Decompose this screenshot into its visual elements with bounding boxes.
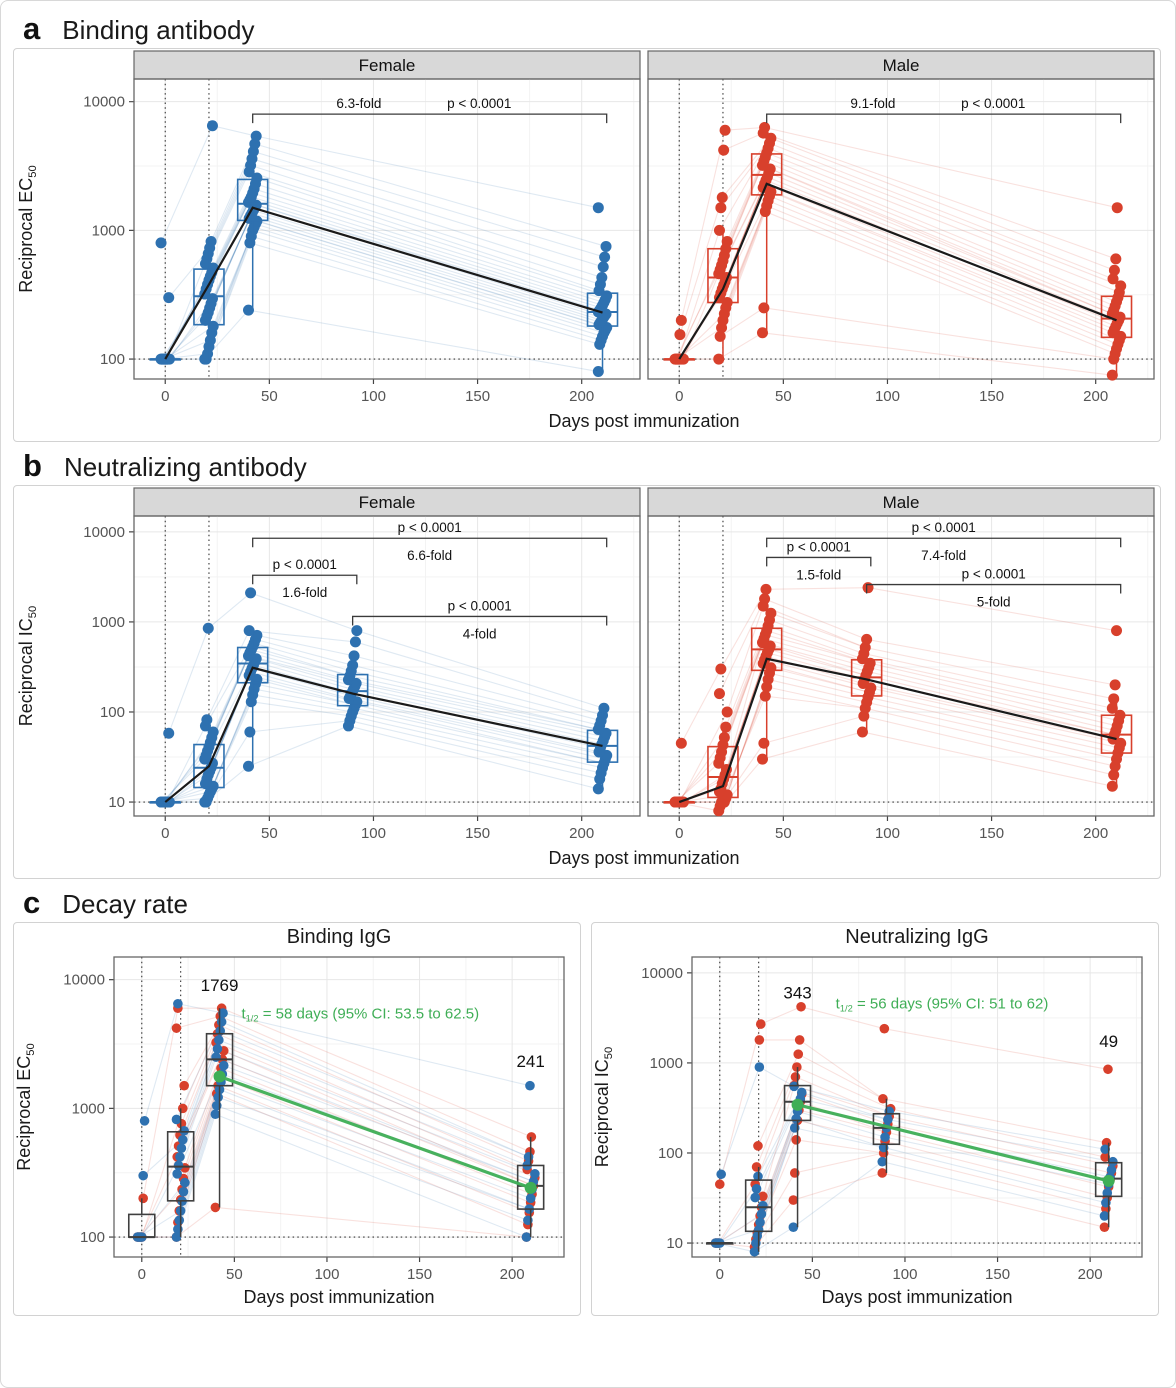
svg-text:Female: Female bbox=[358, 493, 416, 512]
panel-c-right-chart bbox=[591, 922, 1159, 1316]
panel-b-row bbox=[13, 485, 1163, 879]
facet-male bbox=[648, 488, 1154, 842]
svg-text:100: 100 bbox=[892, 1266, 918, 1283]
facet-female bbox=[83, 488, 640, 842]
svg-text:Male: Male bbox=[882, 493, 920, 512]
panel-c-header bbox=[23, 887, 1175, 918]
svg-text:1769: 1769 bbox=[200, 975, 239, 995]
svg-text:50: 50 bbox=[804, 1266, 821, 1283]
svg-text:100: 100 bbox=[99, 703, 125, 721]
panel-a-letter: a bbox=[23, 11, 41, 46]
svg-text:100: 100 bbox=[657, 1144, 683, 1162]
svg-text:10000: 10000 bbox=[83, 523, 125, 541]
svg-text:10000: 10000 bbox=[641, 964, 683, 982]
svg-text:50: 50 bbox=[261, 825, 278, 842]
svg-text:10: 10 bbox=[666, 1235, 683, 1253]
svg-text:100: 100 bbox=[874, 388, 900, 405]
panel-c-left-chart bbox=[13, 922, 581, 1316]
panel-c-right-svg bbox=[592, 923, 1158, 1315]
svg-text:150: 150 bbox=[985, 1266, 1011, 1283]
svg-text:50: 50 bbox=[226, 1266, 243, 1283]
panel-c-title: Decay rate bbox=[62, 889, 188, 919]
svg-text:7.4-fold: 7.4-fold bbox=[921, 548, 967, 564]
svg-text:p < 0.0001: p < 0.0001 bbox=[447, 96, 512, 112]
panel-a-title: Binding antibody bbox=[62, 15, 255, 45]
svg-text:4-fold: 4-fold bbox=[462, 626, 497, 642]
panel-a-chart bbox=[13, 48, 1161, 442]
svg-text:t1/2 = 56 days (95% CI: 51 to: $t_{1/2} = 56$ days (95% CI: 51 to 62) bbox=[835, 995, 1049, 1014]
svg-text:0: 0 bbox=[675, 825, 684, 842]
svg-text:10000: 10000 bbox=[83, 93, 125, 111]
svg-text:Male: Male bbox=[882, 56, 920, 75]
panel-a-row bbox=[13, 48, 1163, 442]
svg-text:49: 49 bbox=[1099, 1032, 1119, 1052]
svg-text:150: 150 bbox=[979, 388, 1005, 405]
svg-text:p < 0.0001: p < 0.0001 bbox=[447, 598, 512, 614]
svg-text:6.6-fold: 6.6-fold bbox=[407, 548, 453, 564]
panel-c-row bbox=[13, 922, 1163, 1316]
panel-b-svg bbox=[14, 486, 1160, 878]
svg-text:50: 50 bbox=[775, 825, 792, 842]
svg-text:0: 0 bbox=[137, 1266, 146, 1283]
svg-text:200: 200 bbox=[1083, 388, 1109, 405]
svg-text:1.5-fold: 1.5-fold bbox=[796, 567, 842, 583]
svg-text:Days post immunization: Days post immunization bbox=[548, 848, 740, 868]
panel-b-letter: b bbox=[23, 448, 42, 483]
svg-text:Days post immunization: Days post immunization bbox=[243, 1287, 435, 1307]
svg-text:Days post immunization: Days post immunization bbox=[821, 1287, 1013, 1307]
panel-a-header bbox=[23, 13, 1175, 44]
svg-text:10000: 10000 bbox=[63, 971, 105, 989]
svg-text:150: 150 bbox=[407, 1266, 433, 1283]
svg-text:241: 241 bbox=[516, 1051, 545, 1071]
svg-text:50: 50 bbox=[775, 388, 792, 405]
svg-text:Reciprocal IC50: Reciprocal $IC_{50}$ bbox=[16, 605, 39, 727]
svg-text:Days post immunization: Days post immunization bbox=[548, 411, 740, 431]
svg-text:p < 0.0001: p < 0.0001 bbox=[272, 557, 337, 573]
svg-text:100: 100 bbox=[99, 351, 125, 369]
svg-text:100: 100 bbox=[874, 825, 900, 842]
svg-text:200: 200 bbox=[499, 1266, 525, 1283]
svg-text:10: 10 bbox=[108, 794, 125, 812]
svg-text:0: 0 bbox=[161, 825, 170, 842]
svg-text:1.6-fold: 1.6-fold bbox=[282, 585, 328, 601]
svg-text:50: 50 bbox=[261, 388, 278, 405]
svg-text:p < 0.0001: p < 0.0001 bbox=[397, 520, 462, 536]
svg-text:6.3-fold: 6.3-fold bbox=[336, 96, 382, 112]
svg-text:Reciprocal IC50: Reciprocal $IC_{50}$ bbox=[592, 1046, 615, 1168]
svg-text:p < 0.0001: p < 0.0001 bbox=[961, 566, 1026, 582]
svg-text:200: 200 bbox=[1077, 1266, 1103, 1283]
panel-b-chart bbox=[13, 485, 1161, 879]
svg-text:100: 100 bbox=[314, 1266, 340, 1283]
svg-text:t1/2 = 58 days (95% CI: 53.5 t: $t_{1/2} = 58$ days (95% CI: 53.5 to 62.5) bbox=[241, 1005, 480, 1024]
facet-female bbox=[83, 51, 640, 405]
panel-b-header bbox=[23, 450, 1175, 481]
svg-text:1000: 1000 bbox=[91, 222, 125, 240]
svg-text:Neutralizing IgG: Neutralizing IgG bbox=[845, 926, 989, 948]
svg-text:0: 0 bbox=[675, 388, 684, 405]
svg-text:9.1-fold: 9.1-fold bbox=[850, 96, 896, 112]
svg-text:Reciprocal EC50: Reciprocal $EC_{50}$ bbox=[16, 165, 39, 293]
svg-text:Binding IgG: Binding IgG bbox=[286, 926, 392, 948]
svg-text:Reciprocal EC50: Reciprocal $EC_{50}$ bbox=[14, 1043, 37, 1171]
svg-text:p < 0.0001: p < 0.0001 bbox=[961, 96, 1026, 112]
svg-text:Female: Female bbox=[358, 56, 416, 75]
svg-text:p < 0.0001: p < 0.0001 bbox=[911, 520, 976, 536]
svg-text:200: 200 bbox=[569, 388, 595, 405]
svg-text:1000: 1000 bbox=[649, 1054, 683, 1072]
svg-text:100: 100 bbox=[79, 1229, 105, 1247]
svg-text:150: 150 bbox=[465, 388, 491, 405]
svg-text:0: 0 bbox=[161, 388, 170, 405]
svg-text:343: 343 bbox=[783, 983, 812, 1003]
panel-b-title: Neutralizing antibody bbox=[63, 452, 307, 482]
svg-text:150: 150 bbox=[465, 825, 491, 842]
panel-a-svg bbox=[14, 49, 1160, 441]
svg-text:0: 0 bbox=[715, 1266, 724, 1283]
svg-text:100: 100 bbox=[360, 825, 386, 842]
svg-text:100: 100 bbox=[360, 388, 386, 405]
svg-text:150: 150 bbox=[979, 825, 1005, 842]
panel-c-letter: c bbox=[23, 885, 41, 920]
svg-text:1000: 1000 bbox=[71, 1100, 105, 1118]
svg-text:200: 200 bbox=[569, 825, 595, 842]
svg-text:p < 0.0001: p < 0.0001 bbox=[786, 539, 851, 555]
svg-text:5-fold: 5-fold bbox=[976, 594, 1011, 610]
panel-c-left-svg bbox=[14, 923, 580, 1315]
svg-text:1000: 1000 bbox=[91, 613, 125, 631]
facet-male bbox=[648, 51, 1154, 405]
svg-text:200: 200 bbox=[1083, 825, 1109, 842]
